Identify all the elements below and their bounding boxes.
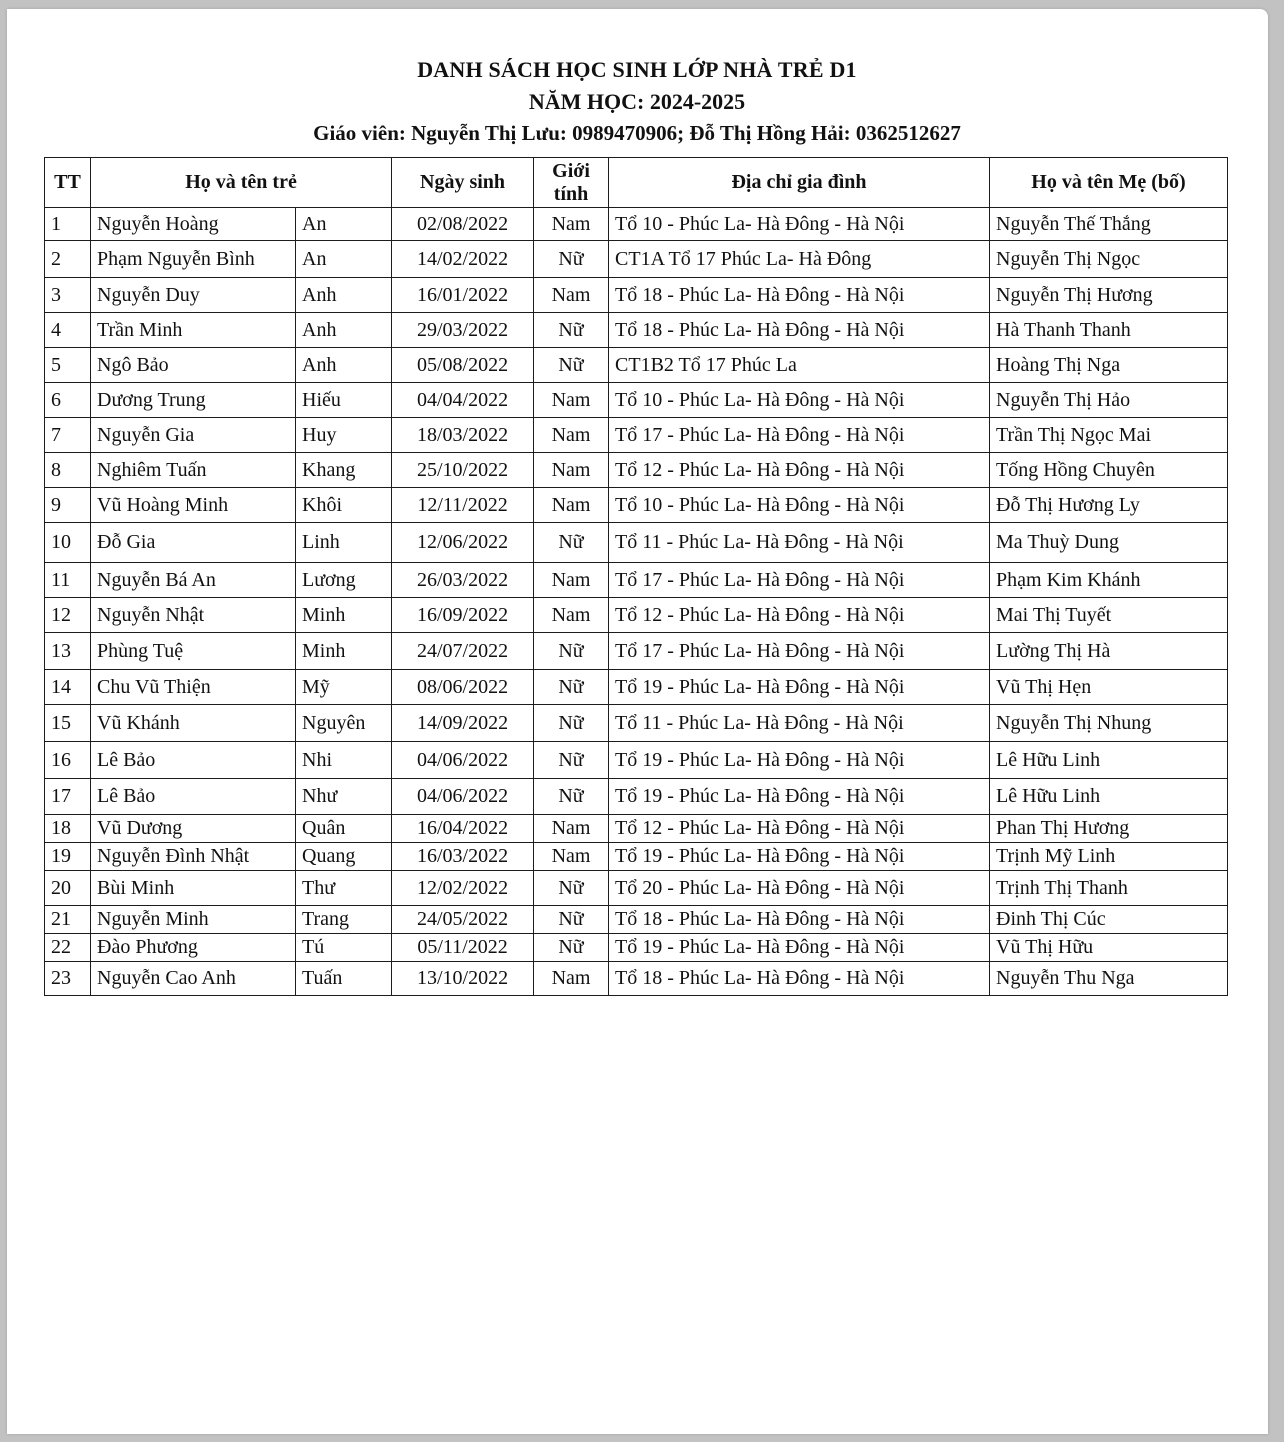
cell-family-name: Nghiêm Tuấn bbox=[91, 453, 296, 488]
document-title: DANH SÁCH HỌC SINH LỚP NHÀ TRẺ D1 bbox=[417, 57, 857, 82]
student-row bbox=[45, 742, 1228, 779]
cell-given-name: Linh bbox=[296, 523, 392, 563]
cell-birth-date: 05/08/2022 bbox=[392, 348, 534, 383]
cell-index: 20 bbox=[45, 871, 91, 906]
cell-gender: Nữ bbox=[534, 934, 609, 962]
cell-parent-name: Phạm Kim Khánh bbox=[990, 563, 1228, 598]
header-parent-name: Họ và tên Mẹ (bố) bbox=[990, 158, 1228, 208]
student-roster-table bbox=[44, 157, 1228, 996]
cell-parent-name: Vũ Thị Hẹn bbox=[990, 670, 1228, 705]
cell-gender: Nữ bbox=[534, 670, 609, 705]
cell-family-name: Nguyễn Nhật bbox=[91, 598, 296, 633]
cell-parent-name: Trịnh Thị Thanh bbox=[990, 871, 1228, 906]
cell-family-name: Lê Bảo bbox=[91, 779, 296, 815]
cell-family-name: Nguyễn Duy bbox=[91, 278, 296, 313]
cell-birth-date: 16/09/2022 bbox=[392, 598, 534, 633]
cell-gender: Nữ bbox=[534, 779, 609, 815]
student-row bbox=[45, 705, 1228, 742]
cell-index: 13 bbox=[45, 633, 91, 670]
header-tt: TT bbox=[45, 158, 91, 208]
cell-index: 7 bbox=[45, 418, 91, 453]
cell-index: 3 bbox=[45, 278, 91, 313]
cell-gender: Nam bbox=[534, 208, 609, 241]
cell-gender: Nữ bbox=[534, 633, 609, 670]
cell-family-name: Nguyễn Cao Anh bbox=[91, 962, 296, 996]
cell-given-name: Mỹ bbox=[296, 670, 392, 705]
cell-address: Tổ 19 - Phúc La- Hà Đông - Hà Nội bbox=[609, 934, 990, 962]
cell-birth-date: 12/06/2022 bbox=[392, 523, 534, 563]
cell-address: Tổ 12 - Phúc La- Hà Đông - Hà Nội bbox=[609, 815, 990, 843]
cell-parent-name: Trịnh Mỹ Linh bbox=[990, 843, 1228, 871]
cell-family-name: Đào Phương bbox=[91, 934, 296, 962]
cell-birth-date: 14/09/2022 bbox=[392, 705, 534, 742]
cell-family-name: Đỗ Gia bbox=[91, 523, 296, 563]
cell-gender: Nam bbox=[534, 563, 609, 598]
cell-gender: Nữ bbox=[534, 906, 609, 934]
document-page bbox=[7, 9, 1268, 1434]
header-address: Địa chỉ gia đình bbox=[609, 158, 990, 208]
cell-gender: Nữ bbox=[534, 523, 609, 563]
student-row bbox=[45, 241, 1228, 278]
student-row bbox=[45, 523, 1228, 563]
student-row bbox=[45, 633, 1228, 670]
cell-family-name: Trần Minh bbox=[91, 313, 296, 348]
student-row bbox=[45, 670, 1228, 705]
cell-given-name: Như bbox=[296, 779, 392, 815]
cell-given-name: Anh bbox=[296, 313, 392, 348]
cell-birth-date: 08/06/2022 bbox=[392, 670, 534, 705]
cell-parent-name: Đỗ Thị Hương Ly bbox=[990, 488, 1228, 523]
cell-address: Tổ 20 - Phúc La- Hà Đông - Hà Nội bbox=[609, 871, 990, 906]
student-row bbox=[45, 278, 1228, 313]
cell-index: 11 bbox=[45, 563, 91, 598]
cell-address: Tổ 12 - Phúc La- Hà Đông - Hà Nội bbox=[609, 453, 990, 488]
cell-birth-date: 05/11/2022 bbox=[392, 934, 534, 962]
student-row bbox=[45, 418, 1228, 453]
cell-gender: Nam bbox=[534, 418, 609, 453]
cell-birth-date: 24/05/2022 bbox=[392, 906, 534, 934]
cell-index: 17 bbox=[45, 779, 91, 815]
cell-gender: Nữ bbox=[534, 313, 609, 348]
cell-address: Tổ 11 - Phúc La- Hà Đông - Hà Nội bbox=[609, 705, 990, 742]
cell-address: Tổ 19 - Phúc La- Hà Đông - Hà Nội bbox=[609, 670, 990, 705]
cell-given-name: Khôi bbox=[296, 488, 392, 523]
header-dob: Ngày sinh bbox=[392, 158, 534, 208]
cell-index: 18 bbox=[45, 815, 91, 843]
cell-birth-date: 12/02/2022 bbox=[392, 871, 534, 906]
cell-parent-name: Lê Hữu Linh bbox=[990, 779, 1228, 815]
cell-family-name: Chu Vũ Thiện bbox=[91, 670, 296, 705]
cell-given-name: Tuấn bbox=[296, 962, 392, 996]
cell-birth-date: 13/10/2022 bbox=[392, 962, 534, 996]
cell-given-name: Hiếu bbox=[296, 383, 392, 418]
cell-index: 14 bbox=[45, 670, 91, 705]
cell-address: Tổ 18 - Phúc La- Hà Đông - Hà Nội bbox=[609, 278, 990, 313]
cell-given-name: Nguyên bbox=[296, 705, 392, 742]
cell-index: 16 bbox=[45, 742, 91, 779]
cell-index: 4 bbox=[45, 313, 91, 348]
student-row bbox=[45, 906, 1228, 934]
student-row bbox=[45, 962, 1228, 996]
cell-birth-date: 04/04/2022 bbox=[392, 383, 534, 418]
cell-address: Tổ 19 - Phúc La- Hà Đông - Hà Nội bbox=[609, 843, 990, 871]
cell-given-name: An bbox=[296, 208, 392, 241]
cell-birth-date: 14/02/2022 bbox=[392, 241, 534, 278]
cell-family-name: Lê Bảo bbox=[91, 742, 296, 779]
cell-parent-name: Đinh Thị Cúc bbox=[990, 906, 1228, 934]
cell-given-name: Quang bbox=[296, 843, 392, 871]
cell-gender: Nam bbox=[534, 598, 609, 633]
cell-address: Tổ 18 - Phúc La- Hà Đông - Hà Nội bbox=[609, 906, 990, 934]
cell-family-name: Phùng Tuệ bbox=[91, 633, 296, 670]
cell-address: Tổ 11 - Phúc La- Hà Đông - Hà Nội bbox=[609, 523, 990, 563]
cell-address: Tổ 19 - Phúc La- Hà Đông - Hà Nội bbox=[609, 742, 990, 779]
cell-family-name: Ngô Bảo bbox=[91, 348, 296, 383]
cell-gender: Nam bbox=[534, 453, 609, 488]
cell-birth-date: 04/06/2022 bbox=[392, 742, 534, 779]
cell-family-name: Nguyễn Đình Nhật bbox=[91, 843, 296, 871]
cell-parent-name: Mai Thị Tuyết bbox=[990, 598, 1228, 633]
cell-parent-name: Nguyễn Thu Nga bbox=[990, 962, 1228, 996]
cell-parent-name: Tống Hồng Chuyên bbox=[990, 453, 1228, 488]
cell-given-name: Tú bbox=[296, 934, 392, 962]
cell-parent-name: Nguyễn Thế Thắng bbox=[990, 208, 1228, 241]
cell-address: Tổ 17 - Phúc La- Hà Đông - Hà Nội bbox=[609, 633, 990, 670]
cell-birth-date: 16/03/2022 bbox=[392, 843, 534, 871]
header-child-name: Họ và tên trẻ bbox=[91, 158, 392, 208]
cell-parent-name: Nguyễn Thị Hương bbox=[990, 278, 1228, 313]
student-row bbox=[45, 488, 1228, 523]
cell-family-name: Nguyễn Minh bbox=[91, 906, 296, 934]
cell-index: 1 bbox=[45, 208, 91, 241]
student-row bbox=[45, 779, 1228, 815]
cell-birth-date: 18/03/2022 bbox=[392, 418, 534, 453]
cell-family-name: Vũ Khánh bbox=[91, 705, 296, 742]
student-row bbox=[45, 934, 1228, 962]
student-row bbox=[45, 563, 1228, 598]
cell-parent-name: Nguyễn Thị Hảo bbox=[990, 383, 1228, 418]
cell-given-name: Thư bbox=[296, 871, 392, 906]
cell-parent-name: Lê Hữu Linh bbox=[990, 742, 1228, 779]
cell-family-name: Nguyễn Gia bbox=[91, 418, 296, 453]
student-row bbox=[45, 453, 1228, 488]
cell-given-name: An bbox=[296, 241, 392, 278]
student-table-body bbox=[45, 208, 1228, 996]
cell-index: 6 bbox=[45, 383, 91, 418]
school-year: NĂM HỌC: 2024-2025 bbox=[528, 89, 746, 114]
cell-birth-date: 16/04/2022 bbox=[392, 815, 534, 843]
cell-address: Tổ 19 - Phúc La- Hà Đông - Hà Nội bbox=[609, 779, 990, 815]
cell-parent-name: Phan Thị Hương bbox=[990, 815, 1228, 843]
cell-gender: Nam bbox=[534, 488, 609, 523]
cell-gender: Nữ bbox=[534, 871, 609, 906]
cell-family-name: Dương Trung bbox=[91, 383, 296, 418]
student-row bbox=[45, 871, 1228, 906]
cell-family-name: Nguyễn Bá An bbox=[91, 563, 296, 598]
cell-gender: Nữ bbox=[534, 241, 609, 278]
cell-family-name: Phạm Nguyễn Bình bbox=[91, 241, 296, 278]
cell-given-name: Anh bbox=[296, 278, 392, 313]
cell-address: Tổ 17 - Phúc La- Hà Đông - Hà Nội bbox=[609, 418, 990, 453]
cell-given-name: Anh bbox=[296, 348, 392, 383]
teacher-contact-line: Giáo viên: Nguyễn Thị Lưu: 0989470906; Đỗ Thị Hồng Hải: 0362512627 bbox=[313, 121, 961, 145]
cell-index: 15 bbox=[45, 705, 91, 742]
cell-given-name: Huy bbox=[296, 418, 392, 453]
cell-gender: Nữ bbox=[534, 705, 609, 742]
cell-address: Tổ 10 - Phúc La- Hà Đông - Hà Nội bbox=[609, 208, 990, 241]
cell-parent-name: Trần Thị Ngọc Mai bbox=[990, 418, 1228, 453]
student-row bbox=[45, 815, 1228, 843]
cell-gender: Nam bbox=[534, 962, 609, 996]
cell-parent-name: Hà Thanh Thanh bbox=[990, 313, 1228, 348]
cell-parent-name: Vũ Thị Hữu bbox=[990, 934, 1228, 962]
cell-parent-name: Nguyễn Thị Nhung bbox=[990, 705, 1228, 742]
cell-address: Tổ 18 - Phúc La- Hà Đông - Hà Nội bbox=[609, 962, 990, 996]
cell-gender: Nữ bbox=[534, 742, 609, 779]
cell-family-name: Nguyễn Hoàng bbox=[91, 208, 296, 241]
cell-parent-name: Ma Thuỳ Dung bbox=[990, 523, 1228, 563]
cell-family-name: Vũ Hoàng Minh bbox=[91, 488, 296, 523]
header-gender: Giới tính bbox=[534, 158, 609, 208]
cell-index: 8 bbox=[45, 453, 91, 488]
cell-address: Tổ 10 - Phúc La- Hà Đông - Hà Nội bbox=[609, 383, 990, 418]
cell-birth-date: 29/03/2022 bbox=[392, 313, 534, 348]
cell-gender: Nữ bbox=[534, 348, 609, 383]
cell-gender: Nam bbox=[534, 383, 609, 418]
cell-index: 12 bbox=[45, 598, 91, 633]
cell-address: Tổ 12 - Phúc La- Hà Đông - Hà Nội bbox=[609, 598, 990, 633]
student-row bbox=[45, 313, 1228, 348]
student-row bbox=[45, 598, 1228, 633]
cell-birth-date: 25/10/2022 bbox=[392, 453, 534, 488]
cell-parent-name: Hoàng Thị Nga bbox=[990, 348, 1228, 383]
cell-index: 21 bbox=[45, 906, 91, 934]
cell-given-name: Lương bbox=[296, 563, 392, 598]
cell-index: 23 bbox=[45, 962, 91, 996]
cell-index: 10 bbox=[45, 523, 91, 563]
cell-birth-date: 26/03/2022 bbox=[392, 563, 534, 598]
document-header bbox=[37, 57, 1237, 146]
cell-parent-name: Lường Thị Hà bbox=[990, 633, 1228, 670]
student-row bbox=[45, 843, 1228, 871]
cell-index: 5 bbox=[45, 348, 91, 383]
cell-address: CT1B2 Tổ 17 Phúc La bbox=[609, 348, 990, 383]
cell-birth-date: 12/11/2022 bbox=[392, 488, 534, 523]
cell-gender: Nam bbox=[534, 843, 609, 871]
cell-given-name: Quân bbox=[296, 815, 392, 843]
cell-given-name: Minh bbox=[296, 598, 392, 633]
cell-address: Tổ 17 - Phúc La- Hà Đông - Hà Nội bbox=[609, 563, 990, 598]
cell-given-name: Khang bbox=[296, 453, 392, 488]
cell-given-name: Minh bbox=[296, 633, 392, 670]
cell-index: 2 bbox=[45, 241, 91, 278]
cell-birth-date: 02/08/2022 bbox=[392, 208, 534, 241]
cell-gender: Nam bbox=[534, 815, 609, 843]
cell-birth-date: 04/06/2022 bbox=[392, 779, 534, 815]
student-row bbox=[45, 208, 1228, 241]
cell-birth-date: 16/01/2022 bbox=[392, 278, 534, 313]
student-row bbox=[45, 348, 1228, 383]
cell-birth-date: 24/07/2022 bbox=[392, 633, 534, 670]
cell-address: Tổ 10 - Phúc La- Hà Đông - Hà Nội bbox=[609, 488, 990, 523]
cell-family-name: Bùi Minh bbox=[91, 871, 296, 906]
cell-index: 9 bbox=[45, 488, 91, 523]
cell-parent-name: Nguyễn Thị Ngọc bbox=[990, 241, 1228, 278]
cell-given-name: Nhi bbox=[296, 742, 392, 779]
cell-given-name: Trang bbox=[296, 906, 392, 934]
table-header-row bbox=[45, 158, 1228, 208]
student-row bbox=[45, 383, 1228, 418]
cell-index: 22 bbox=[45, 934, 91, 962]
cell-address: CT1A Tổ 17 Phúc La- Hà Đông bbox=[609, 241, 990, 278]
cell-index: 19 bbox=[45, 843, 91, 871]
cell-address: Tổ 18 - Phúc La- Hà Đông - Hà Nội bbox=[609, 313, 990, 348]
cell-family-name: Vũ Dương bbox=[91, 815, 296, 843]
cell-gender: Nam bbox=[534, 278, 609, 313]
